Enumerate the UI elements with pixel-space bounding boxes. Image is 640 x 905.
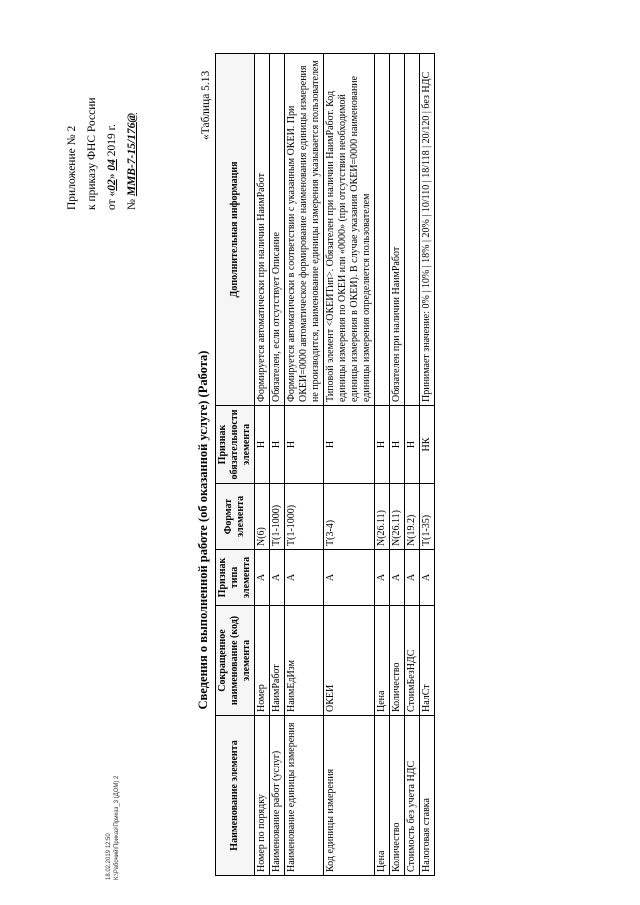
cell-required: Н — [375, 406, 390, 484]
date-prefix: от « — [106, 190, 118, 210]
cell-type: А — [405, 550, 420, 606]
cell-code: Количество — [390, 606, 405, 716]
table-row — [285, 54, 324, 876]
cell-code: НалСт — [420, 606, 435, 716]
cell-type: А — [390, 550, 405, 606]
date-year: 2019 г. — [106, 124, 118, 157]
cell-required: Н — [405, 406, 420, 484]
cell-required: Н — [324, 406, 375, 484]
table-row — [420, 54, 435, 876]
table-row — [375, 54, 390, 876]
cell-name: Наименование работ (услуг) — [270, 716, 285, 876]
cell-code: Номер — [255, 606, 270, 716]
cell-info: Формируется автоматически при наличии НаимРабот — [255, 54, 270, 406]
cell-info: Обязателен, если отсутствует Описание — [270, 54, 285, 406]
data-table-container — [215, 54, 570, 876]
appendix-line-2: к приказу ФНС России — [86, 97, 98, 210]
appendix-number-line — [122, 0, 142, 210]
stamp-line-1: 18.02.2019 12:50 — [106, 833, 112, 880]
header-element-name: Наименование элемента — [216, 716, 255, 876]
cell-required: Н — [270, 406, 285, 484]
file-stamp — [105, 700, 121, 880]
cell-info: Формируется автоматически в соответствии с указанным ОКЕИ. При ОКЕИ=0000 автоматическое формирование наименования единицы измерения не производится, наименование единицы измерения указывается пользователем — [285, 54, 324, 406]
header-short-name: Сокращенное наименование (код) элемента — [216, 606, 255, 716]
table-row — [324, 54, 375, 876]
cell-code: Цена — [375, 606, 390, 716]
header-required: Признак обязательности элемента — [216, 406, 255, 484]
cell-format: N(19.2) — [405, 484, 420, 550]
cell-name: Стоимость без учета НДС — [405, 716, 420, 876]
cell-type: А — [285, 550, 324, 606]
cell-name: Цена — [375, 716, 390, 876]
appendix-header — [62, 0, 142, 210]
cell-info — [405, 54, 420, 406]
cell-required: Н — [285, 406, 324, 484]
cell-type: А — [270, 550, 285, 606]
table-title: Сведения о выполненной работе (об оказанной услуге) (Работа) — [196, 350, 210, 710]
cell-format: N(26.11) — [375, 484, 390, 550]
cell-code: СтоимБезНДС — [405, 606, 420, 716]
date-day: 02 — [106, 179, 118, 191]
cell-type: А — [255, 550, 270, 606]
date-month: 04 — [106, 159, 118, 171]
stamp-line-2: К:\Рабочий\Приказ\Приказ_3 (ДОМ) 2 — [114, 775, 120, 880]
cell-name: Наименование единицы измерения — [285, 716, 324, 876]
cell-name: Количество — [390, 716, 405, 876]
table-row — [255, 54, 270, 876]
cell-format: T(1-1000) — [270, 484, 285, 550]
order-number: ММВ-7-15/176@ — [126, 113, 138, 197]
data-table — [215, 53, 435, 876]
date-mid: » — [106, 173, 118, 180]
cell-format: N(26.11) — [390, 484, 405, 550]
cell-required: НК — [420, 406, 435, 484]
cell-type: А — [375, 550, 390, 606]
cell-required: Н — [255, 406, 270, 484]
header-info: Дополнительная информация — [216, 54, 255, 406]
table-row — [390, 54, 405, 876]
cell-name: Номер по порядку — [255, 716, 270, 876]
table-row — [405, 54, 420, 876]
header-format: Формат элемента — [216, 484, 255, 550]
cell-info: Типовой элемент <ОКЕИТип>. Обязателен при наличии НаимРабот. Код единицы измерения по ОКЕИ или «0000» (при отсутствии необходимой единицы измерения в ОКЕИ). В случае указания ОКЕИ=0000 наименование единицы измерения определяется пользователем — [324, 54, 375, 406]
appendix-date-line — [102, 0, 122, 210]
cell-name: Налоговая ставка — [420, 716, 435, 876]
cell-code: НаимЕдИзм — [285, 606, 324, 716]
cell-name: Код единицы измерения — [324, 716, 375, 876]
table-header-row — [216, 54, 255, 876]
cell-code: НаимРабот — [270, 606, 285, 716]
cell-info: Обязателен при наличии НаимРабот — [390, 54, 405, 406]
cell-format: N(6) — [255, 484, 270, 550]
cell-format: T(1-35) — [420, 484, 435, 550]
cell-format: T(1-1000) — [285, 484, 324, 550]
header-type: Признак типа элемента — [216, 550, 255, 606]
appendix-line-1: Приложение № 2 — [66, 125, 78, 210]
cell-format: T(3-4) — [324, 484, 375, 550]
table-number: «Таблица 5.13 — [200, 70, 212, 140]
cell-type: А — [324, 550, 375, 606]
cell-type: А — [420, 550, 435, 606]
cell-code: ОКЕИ — [324, 606, 375, 716]
number-prefix: № — [126, 199, 138, 210]
cell-info: Принимает значение: 0% | 10% | 18% | 20% | 10/110 | 18/118 | 20/120 | без НДС — [420, 54, 435, 406]
cell-info — [375, 54, 390, 406]
cell-required: Н — [390, 406, 405, 484]
table-row — [270, 54, 285, 876]
